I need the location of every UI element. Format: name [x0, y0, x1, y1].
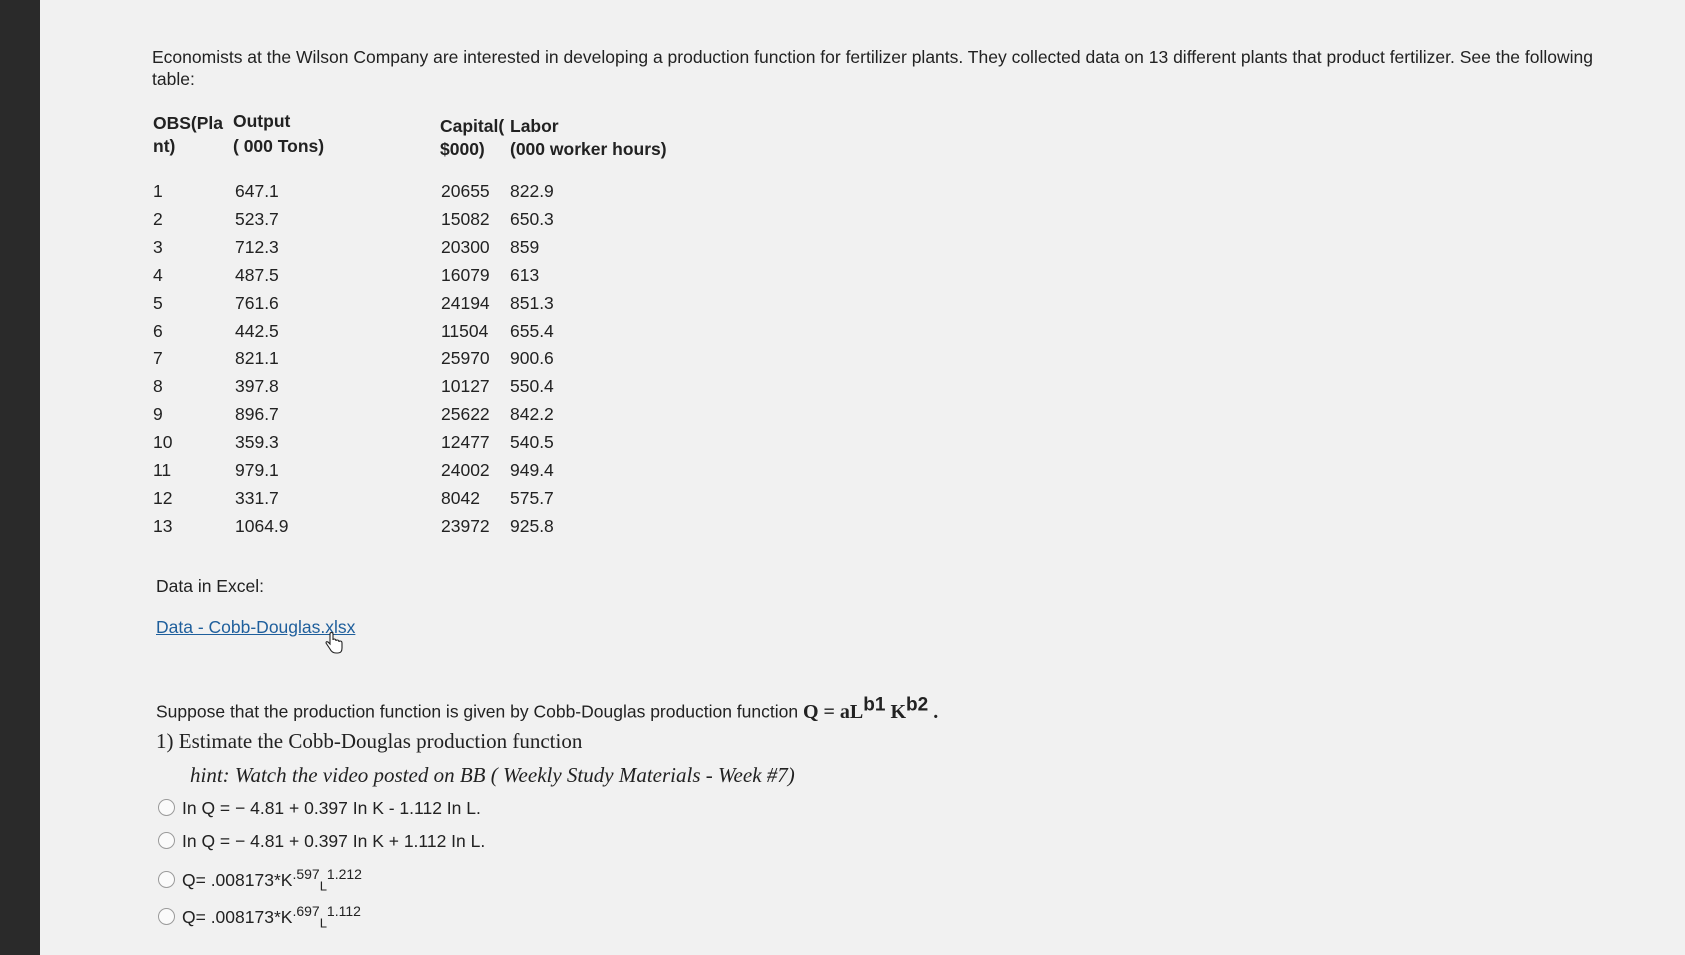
cell-labor: 949.4	[510, 460, 554, 480]
cell-obs: 7	[153, 348, 163, 369]
cell-output: 487.5	[235, 264, 279, 285]
cell-obs: 9	[153, 404, 163, 425]
cell-output: 712.3	[235, 236, 279, 257]
cell-capital: 25622	[441, 404, 490, 425]
cell-labor: 540.5	[510, 432, 554, 453]
cell-output: 896.7	[235, 404, 279, 425]
answer-option-2[interactable]: In Q = − 4.81 + 0.397 In K + 1.112 In L.	[158, 831, 485, 852]
question-page	[40, 0, 1685, 955]
cell-obs: 8	[153, 376, 163, 397]
cell-obs: 13	[153, 515, 173, 536]
cell-obs: 12	[153, 487, 173, 508]
cell-capital: 8042	[441, 487, 480, 508]
cell-capital: 23972	[441, 515, 490, 536]
cell-obs: 3	[153, 236, 163, 257]
radio-button[interactable]	[158, 832, 175, 849]
question-title: 1) Estimate the Cobb-Douglas production function	[156, 729, 583, 753]
answer-option-3[interactable]: $Q= .008173*K^{.597}_L^{1.212}$	[158, 866, 362, 893]
cell-labor: 550.4	[510, 376, 554, 397]
cell-capital: 16079	[441, 264, 490, 285]
cell-obs: 4	[153, 264, 163, 285]
cell-labor: 900.6	[510, 348, 554, 369]
header-obs: OBS(Pla nt)	[153, 113, 224, 156]
header-capital: Capital( $000)	[440, 116, 505, 159]
excel-label: Data in Excel:	[156, 576, 264, 596]
cell-labor: 575.7	[510, 487, 554, 508]
cell-labor: 859	[510, 236, 540, 257]
answer-option-4[interactable]: $Q= .008173*K^{.697}_L^{1.112}$	[158, 903, 361, 930]
cell-labor: 851.3	[510, 292, 554, 313]
cell-capital: 24194	[441, 292, 490, 313]
answer-option-1[interactable]: In Q = − 4.81 + 0.397 In K - 1.112 In L.	[158, 798, 481, 819]
header-labor: Labor (000 worker hours)	[510, 116, 667, 159]
cell-obs: 11	[153, 460, 172, 480]
intro-text: Economists at the Wilson Company are interested in developing a production function for fertilizer plants. They collected data on 13 different plants that product fertilizer. See the following table:	[152, 47, 1593, 89]
header-output: Output ( 000 Tons)	[233, 111, 325, 156]
cell-output: 331.7	[235, 487, 279, 508]
cell-capital: 10127	[441, 376, 490, 397]
cell-capital: 11504	[441, 320, 489, 341]
radio-button[interactable]	[158, 908, 175, 925]
hand-cursor-icon	[324, 632, 344, 656]
radio-button[interactable]	[158, 799, 175, 816]
excel-file-link[interactable]: Data - Cobb-Douglas.xlsx	[156, 617, 356, 637]
cobb-douglas-formula: $Q = aL^{b1}$ $K^{b2}$ .	[802, 694, 939, 723]
cell-output: 397.8	[235, 376, 279, 397]
cell-capital: 12477	[441, 432, 490, 453]
cell-capital: 15082	[441, 208, 490, 229]
cell-output: 979.1	[235, 460, 279, 480]
radio-button[interactable]	[158, 871, 175, 888]
cell-obs: 1	[153, 181, 163, 201]
hint-text: hint: Watch the video posted on BB ( Weekly Study Materials - Week #7)	[190, 763, 795, 787]
cell-output: 442.5	[235, 320, 279, 341]
cell-obs: 6	[153, 320, 163, 341]
cell-obs: 5	[153, 292, 163, 313]
cell-obs: 10	[153, 432, 173, 453]
cell-capital: 20655	[441, 181, 490, 201]
cell-labor: 613	[510, 264, 540, 285]
cell-labor: 650.3	[510, 208, 554, 229]
cell-labor: 925.8	[510, 515, 554, 536]
cell-capital: 24002	[441, 460, 490, 480]
cell-obs: 2	[153, 208, 163, 229]
cell-output: 523.7	[235, 208, 279, 229]
suppose-text: Suppose that the production function is given by Cobb-Douglas production function $Q = aL^{b1}$ $K^{b2}$ .	[156, 694, 939, 723]
cell-output: 1064.9	[235, 515, 289, 536]
cell-capital: 20300	[441, 236, 490, 257]
cell-capital: 25970	[441, 348, 490, 369]
cell-output: 359.3	[235, 432, 279, 453]
cell-output: 761.6	[235, 292, 279, 313]
cell-labor: 655.4	[510, 320, 554, 341]
cell-output: 647.1	[235, 181, 279, 201]
cell-output: 821.1	[235, 348, 279, 369]
cell-labor: 822.9	[510, 181, 554, 201]
cell-labor: 842.2	[510, 404, 554, 425]
